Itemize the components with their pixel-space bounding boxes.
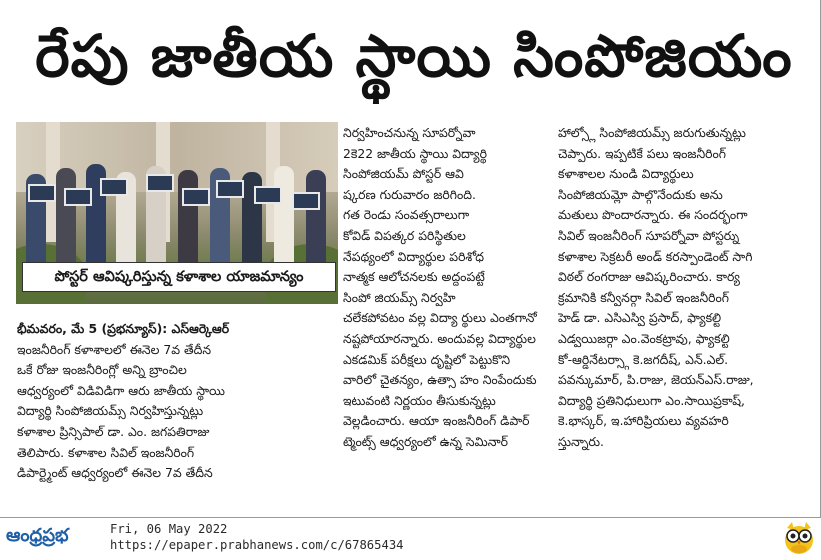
article-line: హెడ్ డా. ఎసిఎస్వి ప్రసాద్, ఫ్యాకల్టి (558, 310, 722, 326)
article-line: వెల్లడించారు. ఆయా ఇంజనీరింగ్ డిపార్ (343, 413, 530, 429)
footer-meta (110, 521, 404, 553)
article-line: హాల్స్లో సింపోజియమ్స్ జరుగుతున్నట్లు (558, 125, 746, 140)
article-line: విద్యార్థి సింపోజియమ్స్ నిర్వహిస్తున్నట్లు (17, 403, 204, 419)
article-line: కో-ఆర్డినేటర్స్గా కె.జగదీష్, ఎన్.ఎల్. (558, 351, 729, 367)
article-line: ఎడ్వయిజర్గా ఎం.వెంకట్రావు, ఫ్యాకల్టి (558, 330, 730, 346)
article-line: కళాశాలల నుండి విద్యార్థులు (558, 166, 694, 182)
article-line: విద్యార్థి ప్రతినిధులుగా ఎం.సాయిప్రకాష్, (558, 392, 745, 408)
article-line: సివిల్ ఇంజనీరింగ్ సూపర్నోవా పోస్టర్ను (558, 227, 740, 243)
photo-caption: పోస్టర్ ఆవిష్కరిస్తున్న కళాశాల యాజమాన్యం (22, 262, 336, 292)
newspaper-logo[interactable]: ఆంధ్రప్రభ (6, 525, 69, 546)
article-line: ఒకే రోజు ఇంజనీరింగ్లో అన్ని బ్రాంచిల (17, 362, 187, 378)
publish-date: Fri, 06 May 2022 (110, 522, 228, 536)
article-line: నాత్మక ఆలోచనలకు అద్దంపట్టే (343, 269, 485, 285)
article-line: పవన్కుమార్, పి.రాజు, జెయన్ఎస్.రాజు, (558, 372, 754, 388)
article-line: కె.భాస్కర్, ఇ.హారిప్రియలు వ్యవహరి (558, 413, 729, 429)
article-line: ఆధ్వర్యంలో విడివిడిగా ఆరు జాతీయ స్థాయి (17, 382, 225, 398)
article-line: 2కె22 జాతీయ స్థాయి విద్యార్థి (343, 145, 487, 161)
article-line: సింపోజియమ్లో పాల్గొనేందుకు అను (558, 186, 723, 202)
article-line: ఇటువంటి నిర్ణయం తీసుకున్నట్లు (343, 392, 496, 408)
article-line: నిర్వహించనున్న సూపర్నోవా (343, 125, 476, 140)
article-line: తెలిపారు. కళాశాల సివిల్ ఇంజనీరింగ్ (17, 444, 195, 460)
article-column-1 (17, 319, 339, 484)
article-line: నష్టపోయారన్నారు. అందువల్ల విద్యార్థుల (343, 330, 536, 346)
article-line: స్తున్నారు. (558, 433, 604, 449)
article-line: ష్కరణ గురువారం జరిగింది. (343, 186, 476, 202)
article-line: కళాశాల ప్రిన్సిపాల్ డా. ఎం. జగపతిరాజు (17, 423, 210, 439)
article-line: వారిలో చైతన్యం, ఉత్సా హం నింపేందుకు (343, 372, 537, 388)
article-headline: రేపు జాతీయ స్థాయి సింపోజియం (35, 22, 793, 90)
article-line: నేపథ్యంలో విద్యార్థుల పరిశోధ (343, 248, 485, 264)
article-column-3 (558, 123, 806, 453)
article-line: ఇంజనీరింగ్ కళాశాలలో ఈనెల 7వ తేదీన (17, 341, 212, 357)
owl-icon (782, 518, 816, 556)
article-column-2 (343, 123, 551, 453)
article-line: సింపోజియమ్ పోస్టర్ ఆవి (343, 166, 464, 182)
article-line: డిపార్ట్మెంట్ ఆధ్వర్యంలో ఈనెల 7వ తేదీన (17, 465, 213, 481)
article-line: క్రమానికి కన్వీనర్గా సివిల్ ఇంజనీరింగ్ (558, 289, 730, 305)
article-line: కళాశాల సెక్రటరీ అండ్ కరస్పాండెంట్ సాగి (558, 248, 753, 264)
article-line: ఎకడమిక్ పరీక్షలు దృష్టిలో పెట్టుకొని (343, 351, 511, 367)
epaper-url[interactable]: https://epaper.prabhanews.com/c/67865434 (110, 538, 404, 552)
article-line: చెప్పారు. ఇప్పటికే పలు ఇంజనీరింగ్ (558, 145, 727, 161)
article-line: సింపో జియమ్స్ నిర్వహి (343, 289, 456, 305)
article-line: భీమవరం, మే 5 (ప్రభన్యూస్): ఎస్ఆర్కెఆర్ (17, 321, 230, 336)
article-line: గత రెండు సంవత్సరాలుగా (343, 207, 470, 223)
article-line: చలేకపోవటం వల్ల విద్యా ర్థులు ఎంతగానో (343, 310, 537, 326)
article-line: ట్మెంట్స్ ఆధ్వర్యంలో ఉన్న సెమినార్ (343, 433, 508, 449)
article-line: మతులు పొందారన్నారు. ఈ సందర్భంగా (558, 207, 748, 223)
article-line: విఠల్ రంగరాజు ఆవిష్కరించారు. కార్య (558, 269, 740, 285)
article-line: కోవిడ్ విపత్కర పరిస్థితుల (343, 227, 466, 243)
